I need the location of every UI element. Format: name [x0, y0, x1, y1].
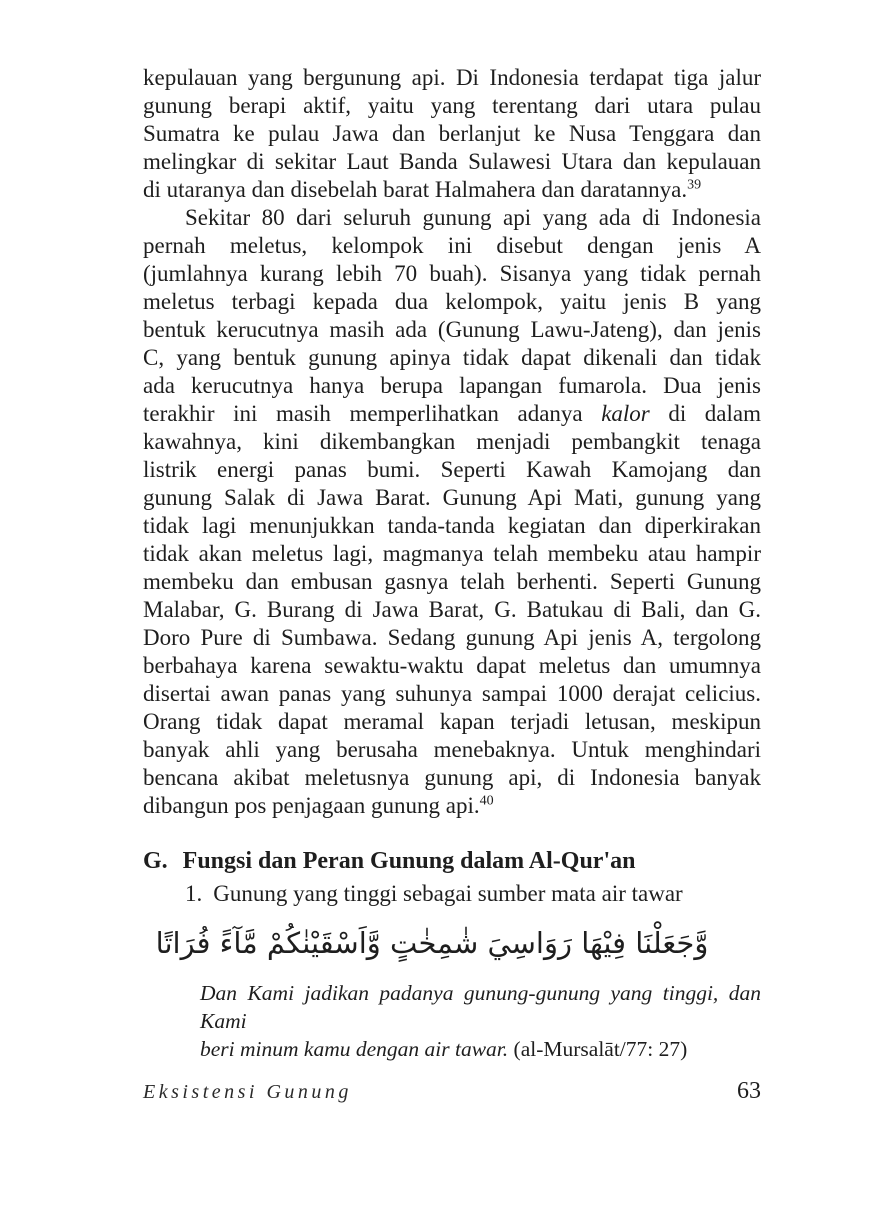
italic-text: Dan Kami jadikan padanya gunung-gunung yang tinggi, dan Kami [200, 981, 761, 1033]
text-line [200, 979, 761, 1035]
text-column [143, 64, 761, 1063]
text-segment: (al-Mursalāt/77: 27) [508, 1037, 688, 1061]
text-line [143, 792, 761, 820]
text-segment: kepulauan yang bergunung api. Di Indonesia terdapat tiga jalur [143, 65, 761, 90]
text-segment: C, yang bentuk gunung apinya tidak dapat dikenali dan tidak [143, 345, 761, 370]
text-segment: Orang tidak dapat meramal kapan terjadi letusan, meskipun [143, 709, 761, 734]
text-segment: banyak ahli yang berusaha menebaknya. Untuk menghindari [143, 737, 761, 762]
section-heading-title: Fungsi dan Peran Gunung dalam Al-Qur'an [182, 848, 636, 874]
list-item-text: Gunung yang tinggi sebagai sumber mata air tawar [213, 881, 683, 906]
text-line [143, 428, 761, 456]
text-line [143, 120, 761, 148]
text-line [143, 400, 761, 428]
section-heading-label: G. [143, 848, 168, 874]
text-line [143, 260, 761, 288]
text-line [143, 736, 761, 764]
text-line [143, 624, 761, 652]
text-line [143, 288, 761, 316]
text-line [143, 708, 761, 736]
text-segment: disertai awan panas yang suhunya sampai 1000 derajat celicius. [143, 681, 761, 706]
text-segment: di utaranya dan disebelah barat Halmahera dan daratannya. [143, 177, 688, 202]
text-segment: tidak lagi menunjukkan tanda-tanda kegiatan dan diperkirakan [143, 513, 761, 538]
text-segment: bentuk kerucutnya masih ada (Gunung Lawu-Jateng), dan jenis [143, 317, 761, 342]
text-segment: Malabar, G. Burang di Jawa Barat, G. Batukau di Bali, dan G. [143, 597, 761, 622]
paragraph-volcano-belts [143, 64, 761, 204]
text-line [143, 148, 761, 176]
text-segment: kawahnya, kini dikembangkan menjadi pembangkit tenaga [143, 429, 761, 454]
italic-text: beri minum kamu dengan air tawar. [200, 1037, 509, 1061]
text-segment: listrik energi panas bumi. Seperti Kawah Kamojang dan [143, 457, 761, 482]
text-segment: pernah meletus, kelompok ini disebut dengan jenis A [143, 233, 761, 258]
page-number: 63 [737, 1078, 761, 1104]
text-segment: tidak akan meletus lagi, magmanya telah membeku atau hampir [143, 541, 761, 566]
text-segment: Sumatra ke pulau Jawa dan berlanjut ke Nusa Tenggara dan [143, 121, 761, 146]
footer [143, 1078, 761, 1105]
text-segment: ada kerucutnya hanya berupa lapangan fumarola. Dua jenis [143, 373, 761, 398]
section-heading [143, 846, 761, 876]
text-segment: membeku dan embusan gasnya telah berhenti. Seperti Gunung [143, 569, 761, 594]
text-segment: berbahaya karena sewaktu-waktu dapat meletus dan umumnya [143, 653, 761, 678]
text-segment: Sekitar 80 dari seluruh gunung api yang ada di Indonesia [185, 205, 761, 230]
list-item-number: 1. [185, 881, 203, 906]
text-line [143, 64, 761, 92]
text-segment: (jumlahnya kurang lebih 70 buah). Sisanya yang tidak pernah [143, 261, 761, 286]
verse-translation [143, 979, 761, 1063]
running-title: Eksistensi Gunung [143, 1081, 352, 1103]
body-text [143, 64, 761, 820]
list-item-1 [143, 880, 761, 908]
text-segment: Doro Pure di Sumbawa. Sedang gunung Api jenis A, tergolong [143, 625, 761, 650]
text-line [143, 176, 761, 204]
text-line [143, 232, 761, 260]
paragraph-volcano-types [143, 204, 761, 820]
text-line [143, 596, 761, 624]
text-segment: terakhir ini masih memperlihatkan adanya [143, 401, 602, 426]
text-line [143, 456, 761, 484]
text-line [143, 372, 761, 400]
text-line [143, 540, 761, 568]
text-line [143, 484, 761, 512]
text-segment: gunung berapi aktif, yaitu yang terentang dari utara pulau [143, 93, 761, 118]
text-segment: melingkar di sekitar Laut Banda Sulawesi Utara dan kepulauan [143, 149, 761, 174]
text-line [143, 344, 761, 372]
italic-text: kalor [601, 401, 650, 426]
verse-translation-lines [200, 979, 761, 1063]
text-segment: di dalam [649, 401, 761, 426]
text-line [143, 512, 761, 540]
text-line [143, 316, 761, 344]
arabic-verse: وَّجَعَلْنَا فِيْهَا رَوَاسِيَ شٰمِخٰتٍ وَّاَسْقَيْنٰكُمْ مَّآءً فُرَاتًا [155, 926, 709, 960]
footnote-marker: 40 [479, 793, 494, 809]
text-segment: gunung Salak di Jawa Barat. Gunung Api Mati, gunung yang [143, 485, 761, 510]
text-line [200, 1035, 761, 1063]
text-segment: meletus terbagi kepada dua kelompok, yaitu jenis B yang [143, 289, 761, 314]
text-line [143, 764, 761, 792]
text-line [143, 92, 761, 120]
text-line [143, 568, 761, 596]
text-line [143, 652, 761, 680]
text-segment: bencana akibat meletusnya gunung api, di Indonesia banyak [143, 765, 761, 790]
text-segment: dibangun pos penjagaan gunung api. [143, 793, 480, 818]
footnote-marker: 39 [687, 177, 702, 193]
text-line [143, 680, 761, 708]
text-line [143, 204, 761, 232]
